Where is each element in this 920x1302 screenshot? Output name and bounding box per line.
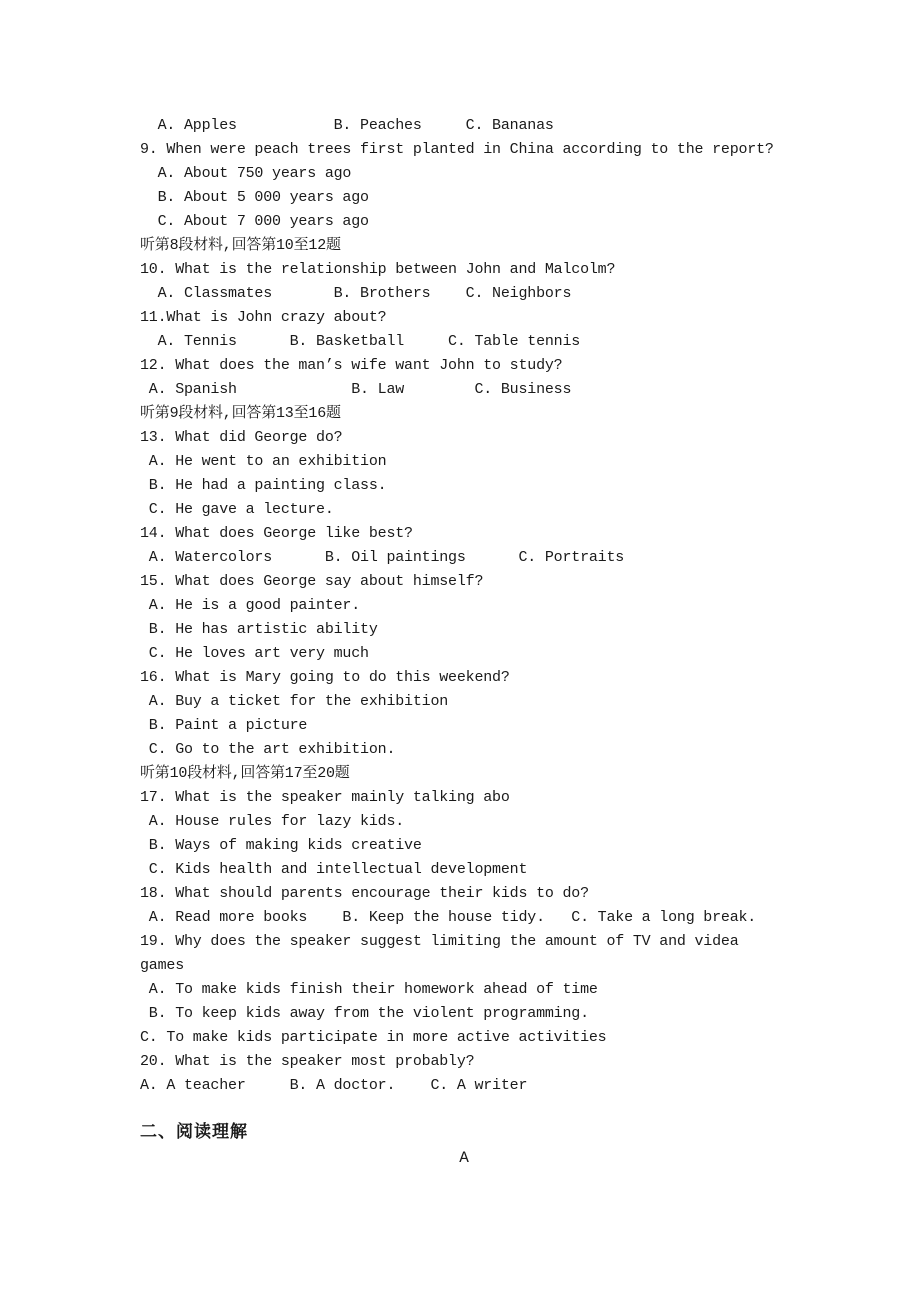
question-line: 17. What is the speaker mainly talking abo xyxy=(140,789,510,806)
options-row: A. Apples B. Peaches C. Bananas xyxy=(140,117,554,134)
question-line: 20. What is the speaker most probably? xyxy=(140,1053,475,1070)
options-row: A. Tennis B. Basketball C. Table tennis xyxy=(140,333,581,350)
option-line: B. He has artistic ability xyxy=(140,621,378,638)
question-line: 19. Why does the speaker suggest limiting the amount of TV and videa xyxy=(140,933,739,950)
question-line: 11.What is John crazy about? xyxy=(140,309,387,326)
question-line: 12. What does the man’s wife want John to study? xyxy=(140,357,563,374)
option-line: C. He loves art very much xyxy=(140,645,369,662)
option-line: A. About 750 years ago xyxy=(140,165,352,182)
question-line: 18. What should parents encourage their kids to do? xyxy=(140,885,589,902)
option-line: A. House rules for lazy kids. xyxy=(140,813,405,830)
reading-section-header: 二、阅读理解 xyxy=(140,1124,248,1143)
options-row: A. Read more books B. Keep the house tidy. C. Take a long break. xyxy=(140,909,757,926)
question-line: games xyxy=(140,957,185,974)
option-line: C. He gave a lecture. xyxy=(140,501,334,518)
option-line: B. He had a painting class. xyxy=(140,477,387,494)
option-line: C. To make kids participate in more active activities xyxy=(140,1029,607,1046)
option-line: B. About 5 000 years ago xyxy=(140,189,369,206)
options-row: A. Watercolors B. Oil paintings C. Portraits xyxy=(140,549,625,566)
question-line: 15. What does George say about himself? xyxy=(140,573,484,590)
option-line: A. He went to an exhibition xyxy=(140,453,387,470)
option-line: C. Go to the art exhibition. xyxy=(140,741,396,758)
option-line: A. To make kids finish their homework ahead of time xyxy=(140,981,598,998)
option-line: C. About 7 000 years ago xyxy=(140,213,369,230)
question-line: 9. When were peach trees first planted in China according to the report? xyxy=(140,141,774,158)
question-line: 10. What is the relationship between John and Malcolm? xyxy=(140,261,616,278)
option-line: B. To keep kids away from the violent programming. xyxy=(140,1005,589,1022)
options-row: A. A teacher B. A doctor. C. A writer xyxy=(140,1077,528,1094)
question-line: 14. What does George like best? xyxy=(140,525,413,542)
question-line: 13. What did George do? xyxy=(140,429,343,446)
options-row: A. Classmates B. Brothers C. Neighbors xyxy=(140,285,572,302)
option-line: B. Ways of making kids creative xyxy=(140,837,422,854)
question-line: 16. What is Mary going to do this weekend? xyxy=(140,669,510,686)
listening-section-header: 听第10段材料,回答第17至20题 xyxy=(140,765,350,782)
listening-section-header: 听第8段材料,回答第10至12题 xyxy=(140,237,341,254)
option-line: A. Buy a ticket for the exhibition xyxy=(140,693,449,710)
option-line: B. Paint a picture xyxy=(140,717,308,734)
passage-label: A xyxy=(459,1149,469,1167)
document-body xyxy=(140,114,788,1170)
option-line: A. He is a good painter. xyxy=(140,597,361,614)
options-row: A. Spanish B. Law C. Business xyxy=(140,381,572,398)
listening-section-header: 听第9段材料,回答第13至16题 xyxy=(140,405,341,422)
blank-line xyxy=(140,1098,788,1122)
option-line: C. Kids health and intellectual development xyxy=(140,861,528,878)
